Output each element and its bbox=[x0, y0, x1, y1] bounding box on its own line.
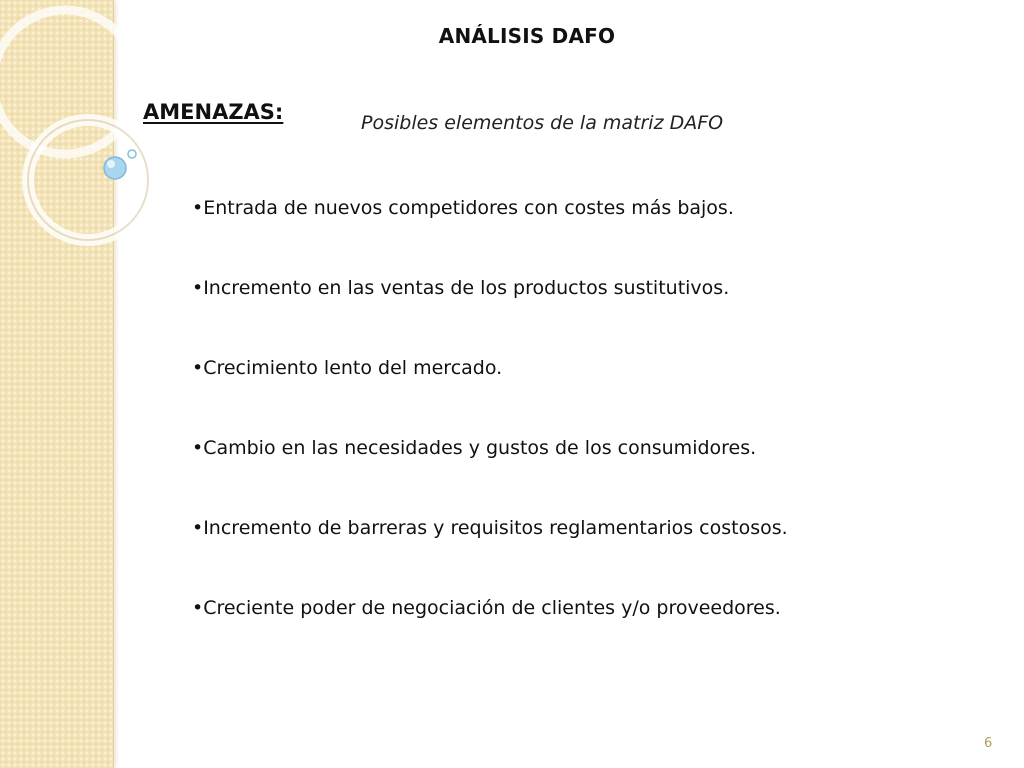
blue-bubble-small bbox=[128, 150, 136, 158]
bullet-item: •Incremento de barreras y requisitos reglamentarios costosos. bbox=[192, 517, 788, 539]
slide-subtitle: Posibles elementos de la matriz DAFO bbox=[361, 112, 724, 134]
page-number: 6 bbox=[984, 736, 993, 751]
bullet-item: •Incremento en las ventas de los productos sustitutivos. bbox=[192, 277, 730, 299]
bullet-item: •Crecimiento lento del mercado. bbox=[192, 357, 503, 379]
section-heading-amenazas: AMENAZAS: bbox=[143, 100, 284, 124]
bullet-item: •Entrada de nuevos competidores con costes más bajos. bbox=[192, 197, 734, 219]
bullet-list bbox=[192, 194, 788, 674]
slide-title: ANÁLISIS DAFO bbox=[438, 24, 616, 48]
blue-bubble-large bbox=[104, 157, 126, 179]
bullet-item: •Creciente poder de negociación de clientes y/o proveedores. bbox=[192, 597, 781, 619]
bullet-item: •Cambio en las necesidades y gustos de los consumidores. bbox=[192, 437, 757, 459]
